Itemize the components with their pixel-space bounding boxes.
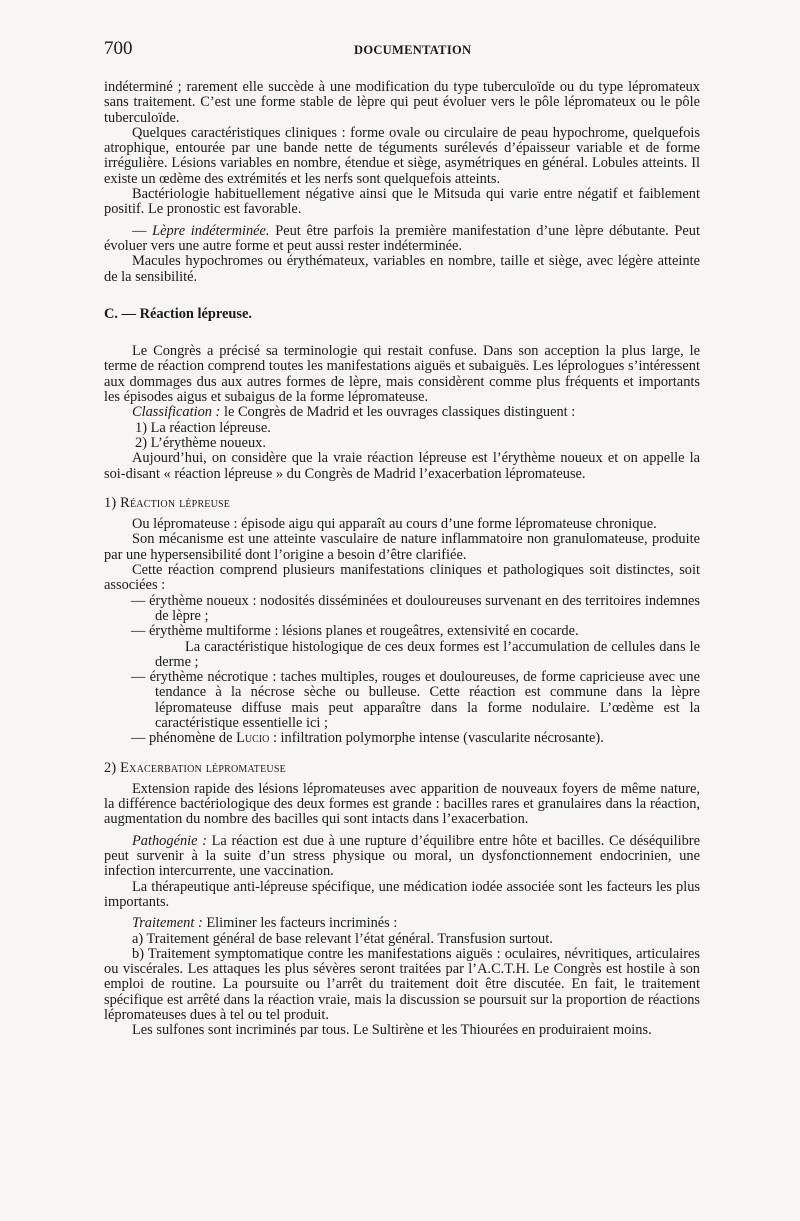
text: Eliminer les facteurs incriminés : (202, 915, 398, 932)
paragraph: indéterminé ; rarement elle succède à une modification du type tuberculoïde ou du type lépromateux sans traitement. C’est une forme stable de lèpre qui peut évoluer vers le pôle lépromateux ou le pôle tuberculoïde. (104, 79, 700, 126)
italic-term: Classification : (132, 404, 221, 421)
italic-term: Traitement : (132, 915, 203, 932)
paragraph (104, 834, 700, 880)
dash-item: — érythème multiforme : lésions planes et rougeâtres, extensivité en cocarde. (131, 623, 579, 640)
page-header (104, 38, 700, 64)
text: La réaction est due à une rupture d’équilibre entre hôte et bacilles. Ce déséquilibre peut survenir à la suite d’un stress physique ou moral, un dysfonctionnement endocrinien, une infection intercurrente, une vaccination. (104, 832, 700, 880)
paragraph: Quelques caractéristiques cliniques : forme ovale ou circulaire de peau hypochrome, quelquefois atrophique, entourée par une bande nette de téguments surélevés d’épaisseur variable et de forme irrégulière. Lésions variables en nombre, étendue et siège, asymétriques en général. Lobules atteints. Il existe un œdème des extrémités et les nerfs sont quelquefois atteints. (104, 124, 700, 187)
text: — phénomène de (131, 730, 237, 747)
paragraph: a) Traitement général de base relevant l’état général. Transfusion surtout. (132, 930, 553, 947)
paragraph (104, 916, 700, 931)
dash-item: — érythème nécrotique : taches multiples, rouges et douloureuses, de forme capricieuse avec une tendance à la nécrose sèche ou bulleuse. Cette réaction est commune dans la lèpre lépromateuse diffuse mais peut apparaître dans la forme nodulaire. L’œdème est la caractéristique essentielle ici ; (131, 669, 700, 731)
paragraph: Macules hypochromes ou érythémateux, variables en nombre, taille et siège, avec légère atteinte de la sensibilité. (104, 253, 700, 285)
italic-term: Lèpre indéterminée. (152, 222, 270, 239)
subsection-heading-2: 2) Exacerbation lépromateuse (104, 759, 286, 776)
paragraph: Extension rapide des lésions lépromateuses avec apparition de nouveaux foyers de même nature, la différence bactériologique des deux formes est grande : bacilles rares et granulaires dans la réaction, augmentation du nombre des bacilles qui sont intacts dans l’exacerbation. (104, 780, 700, 828)
paragraph: Le Congrès a précisé sa terminologie qui restait confuse. Dans son acception la plus large, le terme de réaction comprend toutes les manifestations aiguës et subaiguës. Les léprologues s’intéressent aux dommages dus aux autres formes de lèpre, mais considèrent comme plus fréquents et importants les épisodes aigus et subaigus de la forme lépromateuse. (104, 343, 700, 406)
paragraph: La thérapeutique anti-lépreuse spécifique, une médication iodée associée sont les facteurs les plus importants. (104, 878, 700, 910)
dash-item (104, 731, 700, 746)
text: : infiltration polymorphe intense (vascularite nécrosante). (269, 730, 604, 747)
paragraph: Cette réaction comprend plusieurs manifestations cliniques et pathologiques soit distinctes, soit associées : (104, 562, 700, 594)
subsection-heading-1: 1) Réaction lépreuse (104, 494, 231, 511)
paragraph: Ou lépromateuse : épisode aigu qui apparaît au cours d’une forme lépromateuse chronique. (132, 516, 657, 533)
text: le Congrès de Madrid et les ouvrages classiques distinguent : (220, 404, 576, 421)
body-text (104, 80, 700, 1039)
italic-term: Pathogénie : (132, 832, 207, 849)
paragraph: Bactériologie habituellement négative ainsi que le Mitsuda qui varie entre négatif et faiblement positif. Le pronostic est favorable. (104, 186, 700, 218)
dash-subnote: La caractéristique histologique de ces deux formes est l’accumulation de cellules dans le derme ; (155, 638, 700, 670)
paragraph: Son mécanisme est une atteinte vasculaire de nature inflammatoire non granulomateuse, produite par une hypersensibilité dont l’origine a besoin d’être clarifiée. (104, 531, 700, 563)
dash: — (132, 222, 153, 239)
paragraph: Aujourd’hui, on considère que la vraie réaction lépreuse est l’érythème noueux et on appelle la soi-disant « réaction lépreuse » du Congrès de Madrid l’exacerbation lépromateuse. (104, 450, 700, 482)
paragraph: Les sulfones sont incriminés par tous. Le Sultirène et les Thiourées en produiraient moins. (132, 1022, 652, 1039)
list-item: 2) L’érythème noueux. (135, 434, 266, 451)
dash-item: — érythème noueux : nodosités disséminées et douloureuses survenant en des territoires indemnes de lèpre ; (131, 592, 700, 624)
paragraph (104, 405, 700, 420)
text: Peut être parfois la première manifestation d’une lèpre débutante. Peut évoluer vers une autre forme et peut aussi rester indéterminée. (104, 222, 700, 254)
author-name: Lucio (236, 730, 270, 747)
section-heading-c: C. — Réaction lépreuse. (104, 305, 253, 322)
paragraph (104, 224, 700, 255)
paragraph: b) Traitement symptomatique contre les manifestations aiguës : oculaires, névritiques, articulaires ou viscérales. Les attaques les plus sévères seront traitées par l’A.C.T.H. Le Congrès est hostile à son emploi de routine. La poursuite ou l’arrêt du traitement doit être discutée. En fait, le traitement spécifique est arrêté dans la réaction vraie, mais la discussion se poursuit sur la proportion de réactions lépromateuses dues à tel ou tel produit. (104, 945, 700, 1024)
page-number: 700 (104, 38, 133, 59)
running-title: DOCUMENTATION (354, 43, 472, 57)
list-item: 1) La réaction lépreuse. (135, 419, 271, 436)
